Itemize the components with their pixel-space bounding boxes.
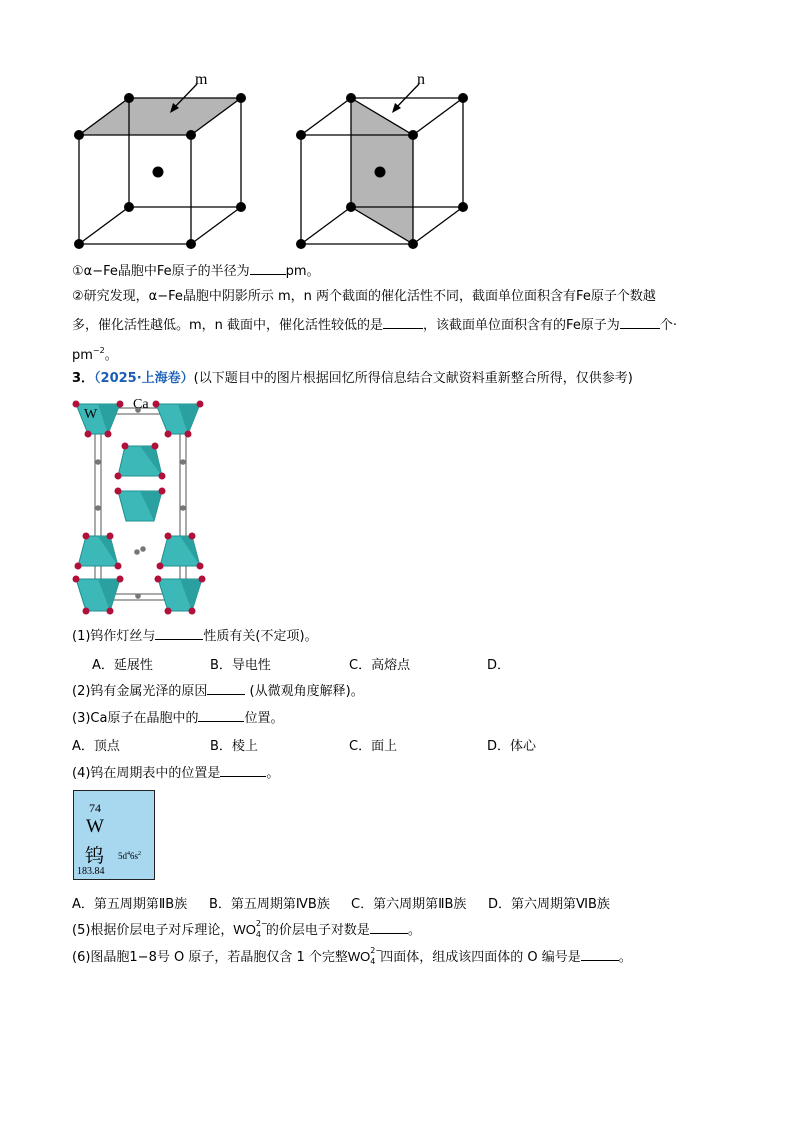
q3-p5-text-b: 的价层电子对数是 bbox=[265, 923, 370, 938]
q2-line3 bbox=[72, 315, 677, 335]
q2-line4 bbox=[72, 342, 118, 365]
q3-p5 bbox=[72, 920, 421, 940]
element-name: 钨 bbox=[85, 845, 105, 867]
element-symbol: W bbox=[86, 816, 104, 837]
q3-p1-text-a: (1)钨作灯丝与 bbox=[72, 629, 156, 644]
q3-p1-option-a[interactable]: A．延展性 bbox=[92, 658, 153, 673]
answer-blank[interactable] bbox=[207, 681, 245, 695]
cawo4-crystal-figure bbox=[68, 396, 218, 621]
tungsten-element-card bbox=[73, 790, 155, 880]
answer-blank[interactable] bbox=[198, 708, 244, 722]
q2-line1-text-b: pm。 bbox=[285, 264, 320, 279]
q3-p2-text-a: (2)钨有金属光泽的原因 bbox=[72, 684, 208, 699]
q3-p4-text-a: (4)钨在周期表中的位置是 bbox=[72, 766, 221, 781]
unit-exponent: −2 bbox=[92, 346, 105, 355]
ion-charge: 2− 4 bbox=[255, 919, 268, 939]
cube-figure-m bbox=[65, 62, 265, 257]
answer-blank[interactable] bbox=[620, 315, 660, 329]
q3-p3-option-c[interactable]: C．面上 bbox=[349, 739, 398, 754]
answer-blank[interactable] bbox=[220, 763, 266, 777]
electron-config: $5d^46s^2$ bbox=[118, 851, 142, 861]
q3-p1-text-b: 性质有关(不定项)。 bbox=[203, 629, 318, 644]
tungstate-ion: WO bbox=[233, 922, 256, 937]
atomic-mass: 183.84 bbox=[77, 866, 105, 877]
q2-line2-text: ②研究发现，α−Fe晶胞中阴影所示 m，n 两个截面的催化活性不同，截面单位面积含有Fe原子个数越 bbox=[72, 289, 656, 304]
q3-p3-text-b: 位置。 bbox=[244, 711, 284, 726]
q3-p5-text-a: (5)根据价层电子对斥理论， bbox=[72, 923, 234, 938]
q3-p6-text-a: (6)图晶胞1−8号 O 原子，若晶胞仅含 1 个完整 bbox=[72, 950, 348, 965]
q2-line3-text-c: 个· bbox=[659, 318, 677, 333]
ion-charge: 2− 4 bbox=[370, 946, 383, 966]
label-ca: Ca bbox=[133, 397, 149, 412]
q2-line4-end: 。 bbox=[104, 348, 118, 363]
q3-p2-text-b: (从微观角度解释)。 bbox=[245, 684, 364, 699]
answer-blank[interactable] bbox=[250, 261, 286, 275]
q2-line3-text-b: ，该截面单位面积含有的Fe原子为 bbox=[423, 318, 620, 333]
q3-note: (以下题目中的图片根据回忆所得信息结合文献资料重新整合所得，仅供参考) bbox=[193, 371, 633, 386]
q3-p4-option-d[interactable]: D．第六周期第ⅥB族 bbox=[488, 897, 610, 912]
q3-header bbox=[72, 370, 633, 388]
q2-line2 bbox=[72, 288, 656, 306]
q3-p1-option-b[interactable]: B．导电性 bbox=[210, 658, 271, 673]
q3-p3-option-a[interactable]: A．顶点 bbox=[72, 739, 120, 754]
q3-source: （2025·上海卷） bbox=[94, 371, 194, 386]
q3-p4-text-b: 。 bbox=[266, 766, 280, 781]
q3-p1 bbox=[72, 626, 318, 646]
q3-p6 bbox=[72, 947, 632, 967]
q3-p3-text-a: (3)Ca原子在晶胞中的 bbox=[72, 711, 199, 726]
atomic-number: 74 bbox=[89, 801, 101, 815]
answer-blank[interactable] bbox=[383, 315, 423, 329]
unit-pm: pm bbox=[72, 348, 93, 363]
q3-p3-option-b[interactable]: B．棱上 bbox=[210, 739, 258, 754]
answer-blank[interactable] bbox=[155, 626, 203, 640]
q2-line3-text-a: 多，催化活性越低。m，n 截面中，催化活性较低的是 bbox=[72, 318, 384, 333]
q2-line1 bbox=[72, 261, 320, 281]
q3-p6-text-c: 。 bbox=[618, 950, 632, 965]
q3-p4-option-b[interactable]: B．第五周期第ⅣB族 bbox=[209, 897, 330, 912]
q3-p3 bbox=[72, 708, 283, 728]
cube-figure-n bbox=[287, 62, 487, 257]
answer-blank[interactable] bbox=[581, 947, 619, 961]
q3-p1-option-d[interactable]: D． bbox=[487, 658, 511, 673]
q3-p4 bbox=[72, 763, 279, 783]
q3-p3-option-d[interactable]: D．体心 bbox=[487, 739, 537, 754]
q3-number: 3． bbox=[72, 371, 95, 386]
q3-p4-option-c[interactable]: C．第六周期第ⅡB族 bbox=[351, 897, 467, 912]
label-w: W bbox=[84, 407, 98, 422]
answer-blank[interactable] bbox=[370, 920, 408, 934]
label-n: n bbox=[417, 71, 425, 88]
q2-line1-text-a: ①α−Fe晶胞中Fe原子的半径为 bbox=[72, 264, 250, 279]
q3-p4-option-a[interactable]: A．第五周期第ⅡB族 bbox=[72, 897, 188, 912]
shaded-face-m bbox=[79, 98, 241, 135]
q3-p2 bbox=[72, 681, 364, 701]
label-m: m bbox=[195, 71, 208, 88]
q3-p6-text-b: 四面体，组成该四面体的 O 编号是 bbox=[380, 950, 581, 965]
tungstate-ion: WO bbox=[347, 949, 371, 964]
q3-p1-option-c[interactable]: C．高熔点 bbox=[349, 658, 411, 673]
q3-p5-text-c: 。 bbox=[407, 923, 421, 938]
